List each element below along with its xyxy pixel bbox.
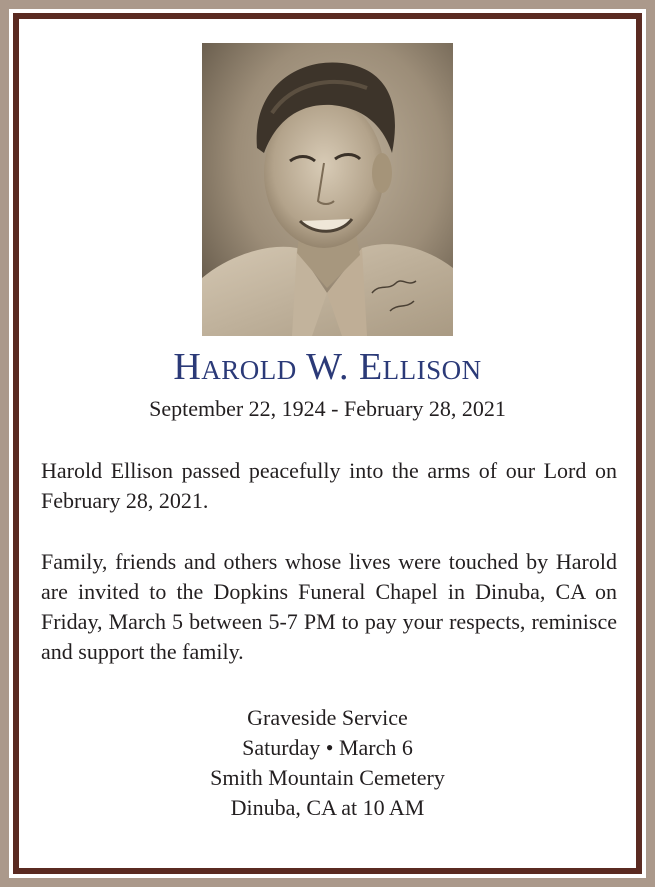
deceased-name: Harold W. Ellison: [173, 346, 482, 388]
service-title: Graveside Service: [247, 705, 408, 730]
visitation-paragraph: Family, friends and others whose lives were touched by Harold are invited to the Dopkins Funeral Chapel in Dinuba, CA on Friday, March 5 between 5-7 PM to pay your respects, reminisce and support the family.: [41, 549, 617, 664]
portrait-photo: [202, 43, 453, 336]
service-date: Saturday • March 6: [242, 735, 413, 760]
graveside-service-block: [19, 703, 636, 823]
frame-gap: [9, 9, 646, 878]
service-location-time: Dinuba, CA at 10 AM: [230, 795, 425, 820]
announcement-paragraph: Harold Ellison passed peacefully into the arms of our Lord on February 28, 2021.: [41, 458, 617, 513]
inner-border: [13, 13, 642, 874]
life-dates: September 22, 1924 - February 28, 2021: [149, 396, 506, 421]
service-place: Smith Mountain Cemetery: [210, 765, 445, 790]
